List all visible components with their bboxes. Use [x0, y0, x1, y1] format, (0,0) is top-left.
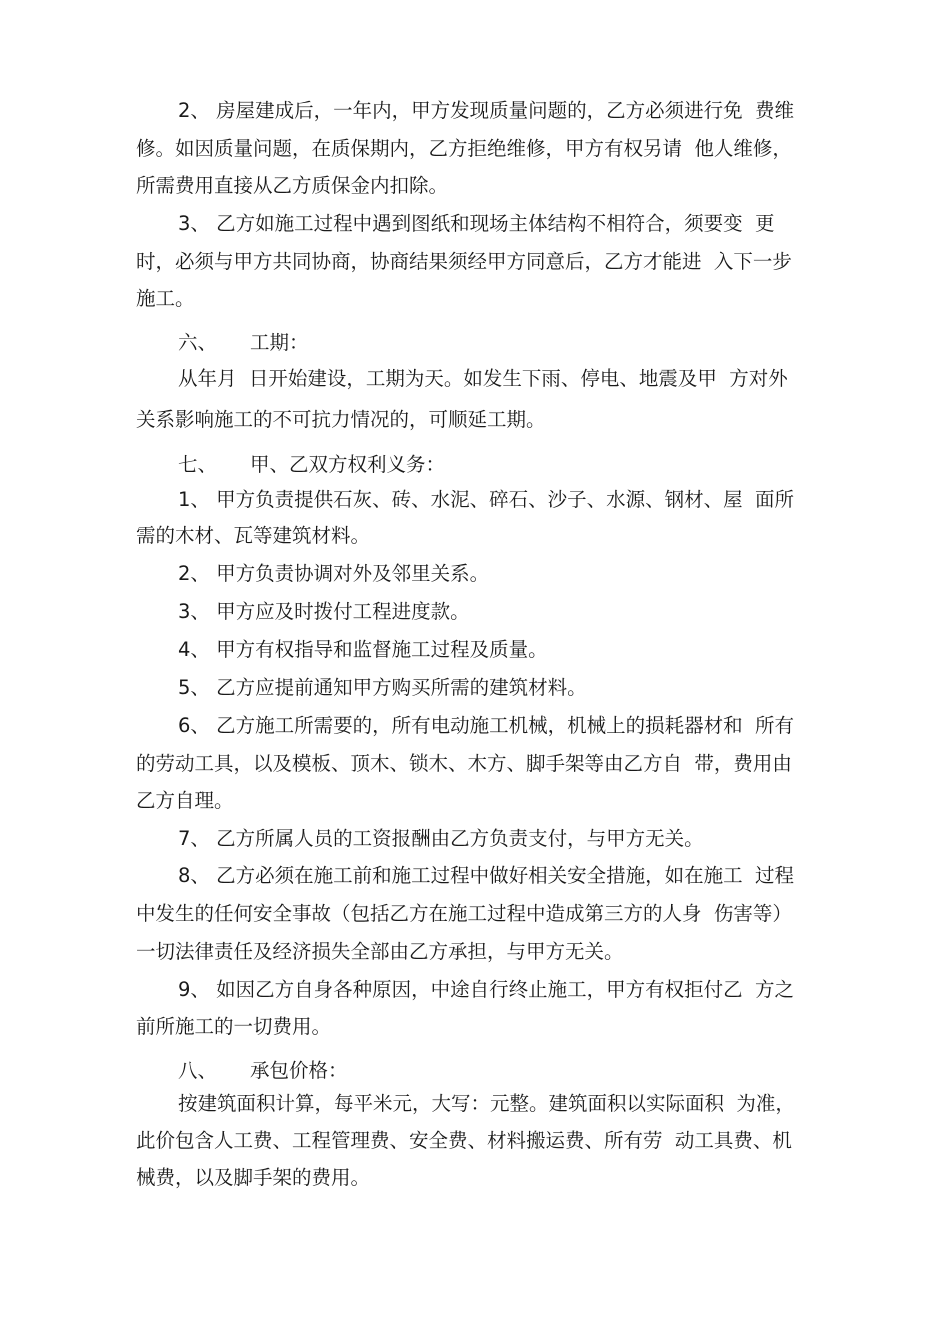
body-line: 乙方自理。	[136, 789, 234, 812]
body-line: 7、 乙方所属人员的工资报酬由乙方负责支付，与甲方无关。	[178, 827, 704, 850]
body-line: 关系影响施工的不可抗力情况的，可顺延工期。	[136, 408, 546, 431]
body-line: 中发生的任何安全事故（包括乙方在施工过程中造成第三方的人身 伤害等）	[136, 902, 792, 925]
body-line: 前所施工的一切费用。	[136, 1015, 332, 1038]
body-line: 一切法律责任及经济损失全部由乙方承担，与甲方无关。	[136, 940, 624, 963]
body-line: 9、 如因乙方自身各种原因，中途自行终止施工，甲方有权拒付乙 方之	[178, 978, 795, 1001]
body-line: 1、 甲方负责提供石灰、砖、水泥、碎石、沙子、水源、钢材、屋 面所	[178, 488, 795, 511]
body-line: 3、 乙方如施工过程中遇到图纸和现场主体结构不相符合，须要变 更	[178, 212, 775, 235]
body-line: 修。如因质量问题，在质保期内，乙方拒绝维修，甲方有权另请 他人维修，	[136, 137, 792, 160]
section-number: 八、	[178, 1059, 218, 1082]
body-line: 施工。	[136, 287, 195, 310]
body-line: 从年月 日开始建设，工期为天。如发生下雨、停电、地震及甲 方对外	[178, 367, 788, 390]
body-line: 的劳动工具，以及模板、顶木、锁木、木方、脚手架等由乙方自 带，费用由	[136, 752, 792, 775]
body-line: 械费，以及脚手架的费用。	[136, 1166, 371, 1189]
section-title: 甲、乙双方权利义务：	[250, 453, 446, 476]
section-title: 工期：	[250, 331, 309, 354]
section-number: 七、	[178, 453, 218, 476]
body-line: 6、 乙方施工所需要的，所有电动施工机械，机械上的损耗器材和 所有	[178, 714, 795, 737]
body-line: 2、 房屋建成后，一年内，甲方发现质量问题的，乙方必须进行免 费维	[178, 99, 795, 122]
body-line: 此价包含人工费、工程管理费、安全费、材料搬运费、所有劳 动工具费、机	[136, 1129, 792, 1152]
body-line: 4、 甲方有权指导和监督施工过程及质量。	[178, 638, 548, 661]
body-line: 2、 甲方负责协调对外及邻里关系。	[178, 562, 490, 585]
body-line: 所需费用直接从乙方质保金内扣除。	[136, 174, 449, 197]
body-line: 8、 乙方必须在施工前和施工过程中做好相关安全措施，如在施工 过程	[178, 864, 795, 887]
body-line: 5、 乙方应提前通知甲方购买所需的建筑材料。	[178, 676, 587, 699]
section-title: 承包价格：	[250, 1059, 348, 1082]
body-line: 时，必须与甲方共同协商，协商结果须经甲方同意后，乙方才能进 入下一步	[136, 250, 792, 273]
section-number: 六、	[178, 331, 218, 354]
body-line: 按建筑面积计算，每平米元，大写：元整。建筑面积以实际面积 为准，	[178, 1092, 795, 1115]
body-line: 需的木材、瓦等建筑材料。	[136, 524, 371, 547]
body-line: 3、 甲方应及时拨付工程进度款。	[178, 600, 470, 623]
